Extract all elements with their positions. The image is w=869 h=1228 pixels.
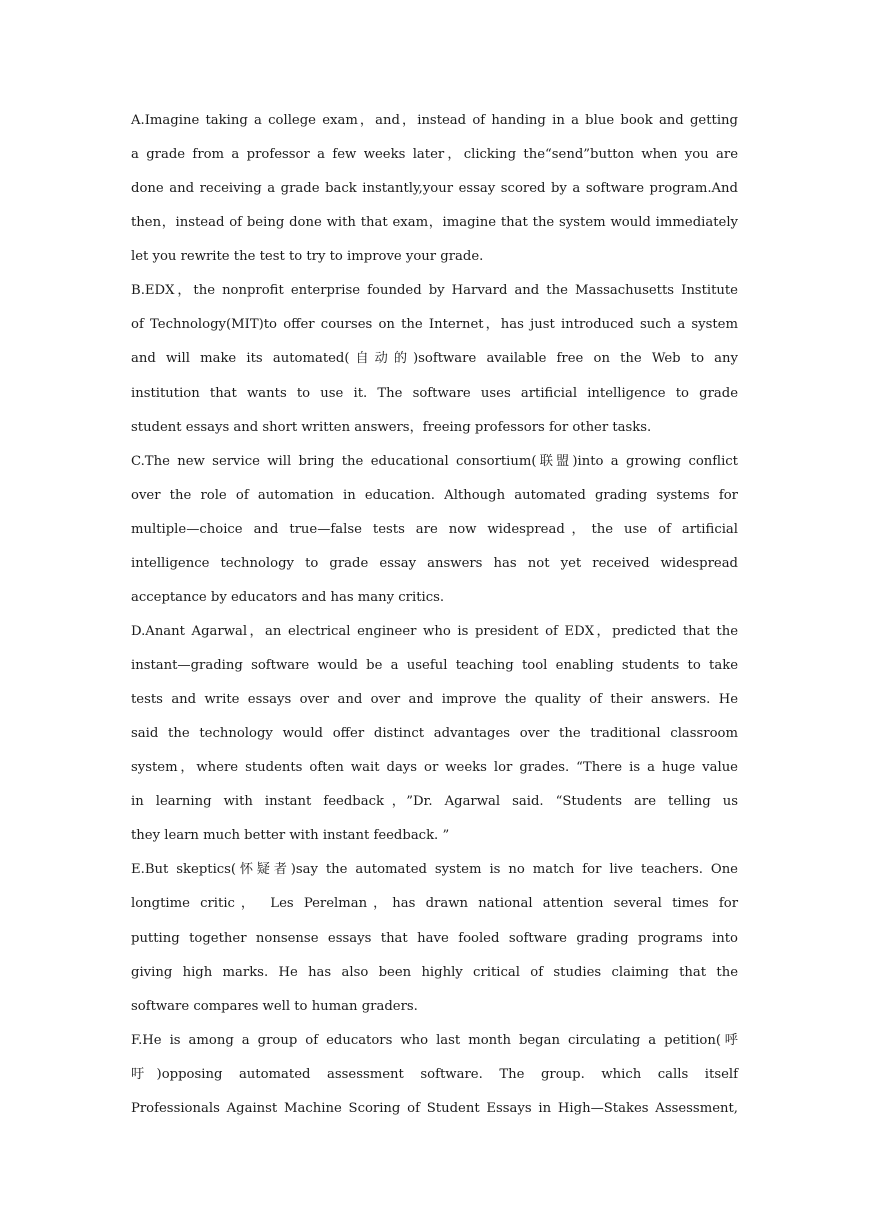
text-line: system，where students often wait days or weeks lor grades. “There is a huge value — [131, 760, 738, 776]
paragraph-c — [131, 445, 738, 615]
text-line: 吁)opposing automated assessment software. The group. which calls itself — [131, 1066, 738, 1082]
text-line: Professionals Against Machine Scoring of Student Essays in High—Stakes Assessment, — [131, 1100, 738, 1116]
text-line: of Technology(MIT)to offer courses on the Internet，has just introduced such a system — [131, 317, 738, 333]
text-line: longtime critic， Les Perelman，has drawn national attention several times for — [131, 896, 738, 912]
text-line: giving high marks. He has also been highly critical of studies claiming that the — [131, 964, 738, 980]
text-line: C.The new service will bring the educational consortium(联盟)into a growing conflict — [131, 453, 738, 469]
text-line: B.EDX，the nonprofit enterprise founded by Harvard and the Massachusetts Institute — [131, 283, 738, 299]
article-body — [131, 104, 738, 1126]
text-line: institution that wants to use it. The software uses artificial intelligence to grade — [131, 385, 738, 401]
text-line: student essays and short written answers，freeing professors for other tasks. — [131, 419, 652, 435]
text-line: in learning with instant feedback，”Dr. Agarwal said. “Students are telling us — [131, 794, 738, 810]
text-line: said the technology would offer distinct advantages over the traditional classroom — [131, 726, 738, 742]
text-line: they learn much better with instant feedback. ” — [131, 828, 450, 844]
text-line: let you rewrite the test to try to improve your grade. — [131, 249, 484, 265]
text-line: instant—grading software would be a useful teaching tool enabling students to take — [131, 658, 738, 673]
text-line: and will make its automated(自动的)software available free on the Web to any — [131, 351, 738, 367]
text-line: A.Imagine taking a college exam，and，instead of handing in a blue book and getting — [131, 113, 738, 128]
text-line: putting together nonsense essays that have fooled software grading programs into — [131, 930, 738, 946]
text-line: a grade from a professor a few weeks later，clicking the“send”button when you are — [131, 147, 738, 163]
text-line: E.But skeptics(怀疑者)say the automated system is no match for live teachers. One — [131, 862, 738, 878]
paragraph-d — [131, 615, 738, 853]
text-line: multiple—choice and true—false tests are now widespread，the use of artificial — [131, 521, 738, 537]
text-line: over the role of automation in education. Although automated grading systems for — [131, 487, 738, 503]
text-line: done and receiving a grade back instantly,your essay scored by a software program.And — [131, 181, 738, 197]
text-line: software compares well to human graders. — [131, 998, 418, 1014]
text-line: tests and write essays over and over and improve the quality of their answers. He — [131, 692, 738, 708]
text-line: D.Anant Agarwal，an electrical engineer who is president of EDX，predicted that the — [131, 623, 739, 639]
paragraph-f — [131, 1024, 738, 1126]
paragraph-e — [131, 853, 738, 1023]
text-line: F.He is among a group of educators who last month began circulating a petition(呼 — [131, 1032, 738, 1048]
paragraph-b — [131, 274, 738, 444]
text-line: intelligence technology to grade essay answers has not yet received widespread — [131, 555, 738, 571]
text-line: then，instead of being done with that exam，imagine that the system would immediately — [131, 215, 738, 231]
paragraph-a — [131, 104, 738, 274]
text-line: acceptance by educators and has many critics. — [131, 589, 445, 605]
